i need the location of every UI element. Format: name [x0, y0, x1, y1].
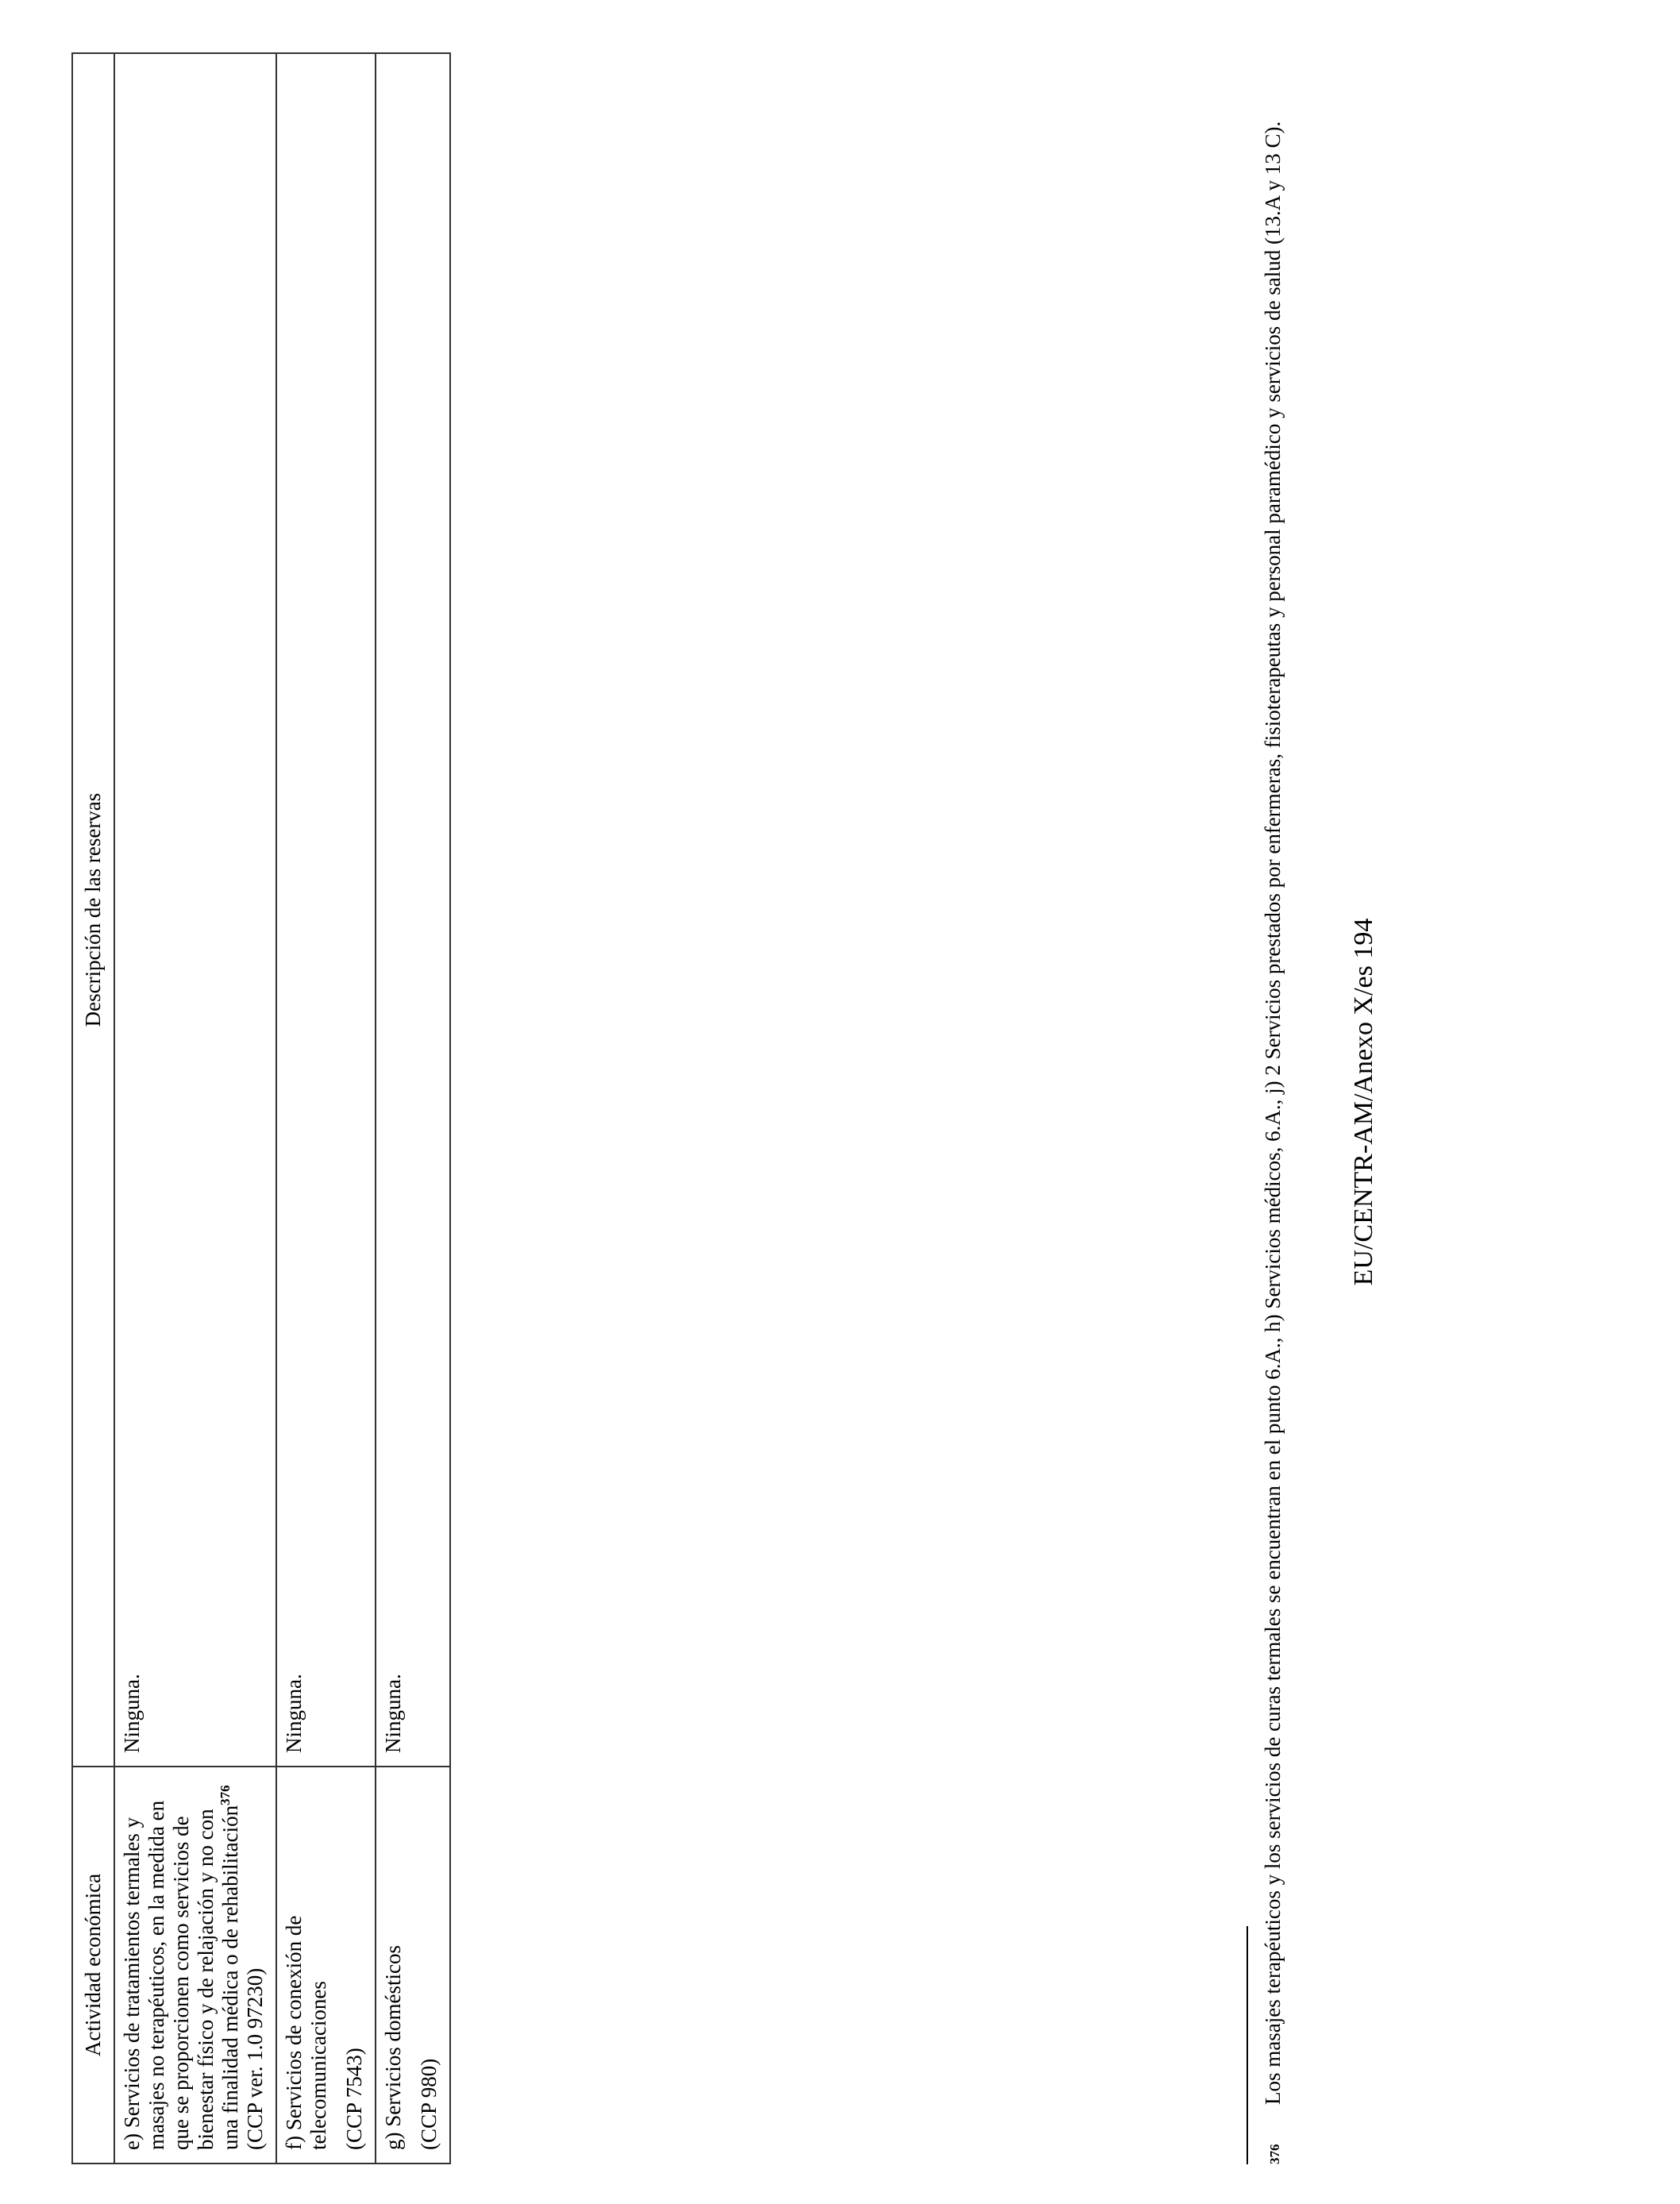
activity-text: e) Servicios de tratamientos termales y masajes no terapéuticos, en la medida en que se proporcionen como servicios de bienestar físico y de relajación y no con una finalidad médica o de rehabilitación — [120, 1800, 242, 2150]
description-cell: Ninguna. — [376, 53, 450, 1767]
activity-cell — [114, 1767, 276, 2164]
table-row — [276, 53, 376, 2164]
activity-text: f) Servicios de conexión de telecomunicaciones — [282, 1915, 330, 2150]
header-descripcion: Descripción de las reservas — [72, 53, 114, 1767]
description-cell: Ninguna. — [276, 53, 376, 1767]
header-actividad: Actividad económica — [72, 1767, 114, 2164]
document-reference: EU/CENTR-AM/Anexo X/es 194 — [1349, 918, 1378, 1286]
activity-cell — [376, 1767, 450, 2164]
footnote-number: 376 — [1267, 2144, 1282, 2164]
footnote-text: Los masajes terapéuticos y los servicios de curas termales se encuentran en el punto 6.A., h) Servicios médicos, 6.A., j) 2 Servicios prestados por enfermeras, fisioterapeutas y personal paramédico y servicios de salud (13.A y 13 C). — [1261, 121, 1285, 2105]
reservations-table — [71, 52, 451, 2164]
activity-text: g) Servicios domésticos — [381, 1945, 405, 2150]
table-row — [376, 53, 450, 2164]
footnote-separator — [1247, 1926, 1248, 2164]
activity-code: (CCP ver. 1.0 97230) — [243, 1967, 267, 2150]
activity-cell — [276, 1767, 376, 2164]
table-row — [114, 53, 276, 2164]
table-header-row — [72, 53, 114, 2164]
description-cell: Ninguna. — [114, 53, 276, 1767]
footnote — [1261, 100, 1285, 2164]
footnote-reference: 376 — [218, 1785, 233, 1805]
activity-code: (CCP 7543) — [342, 2048, 366, 2150]
activity-code: (CCP 980) — [417, 2058, 441, 2150]
